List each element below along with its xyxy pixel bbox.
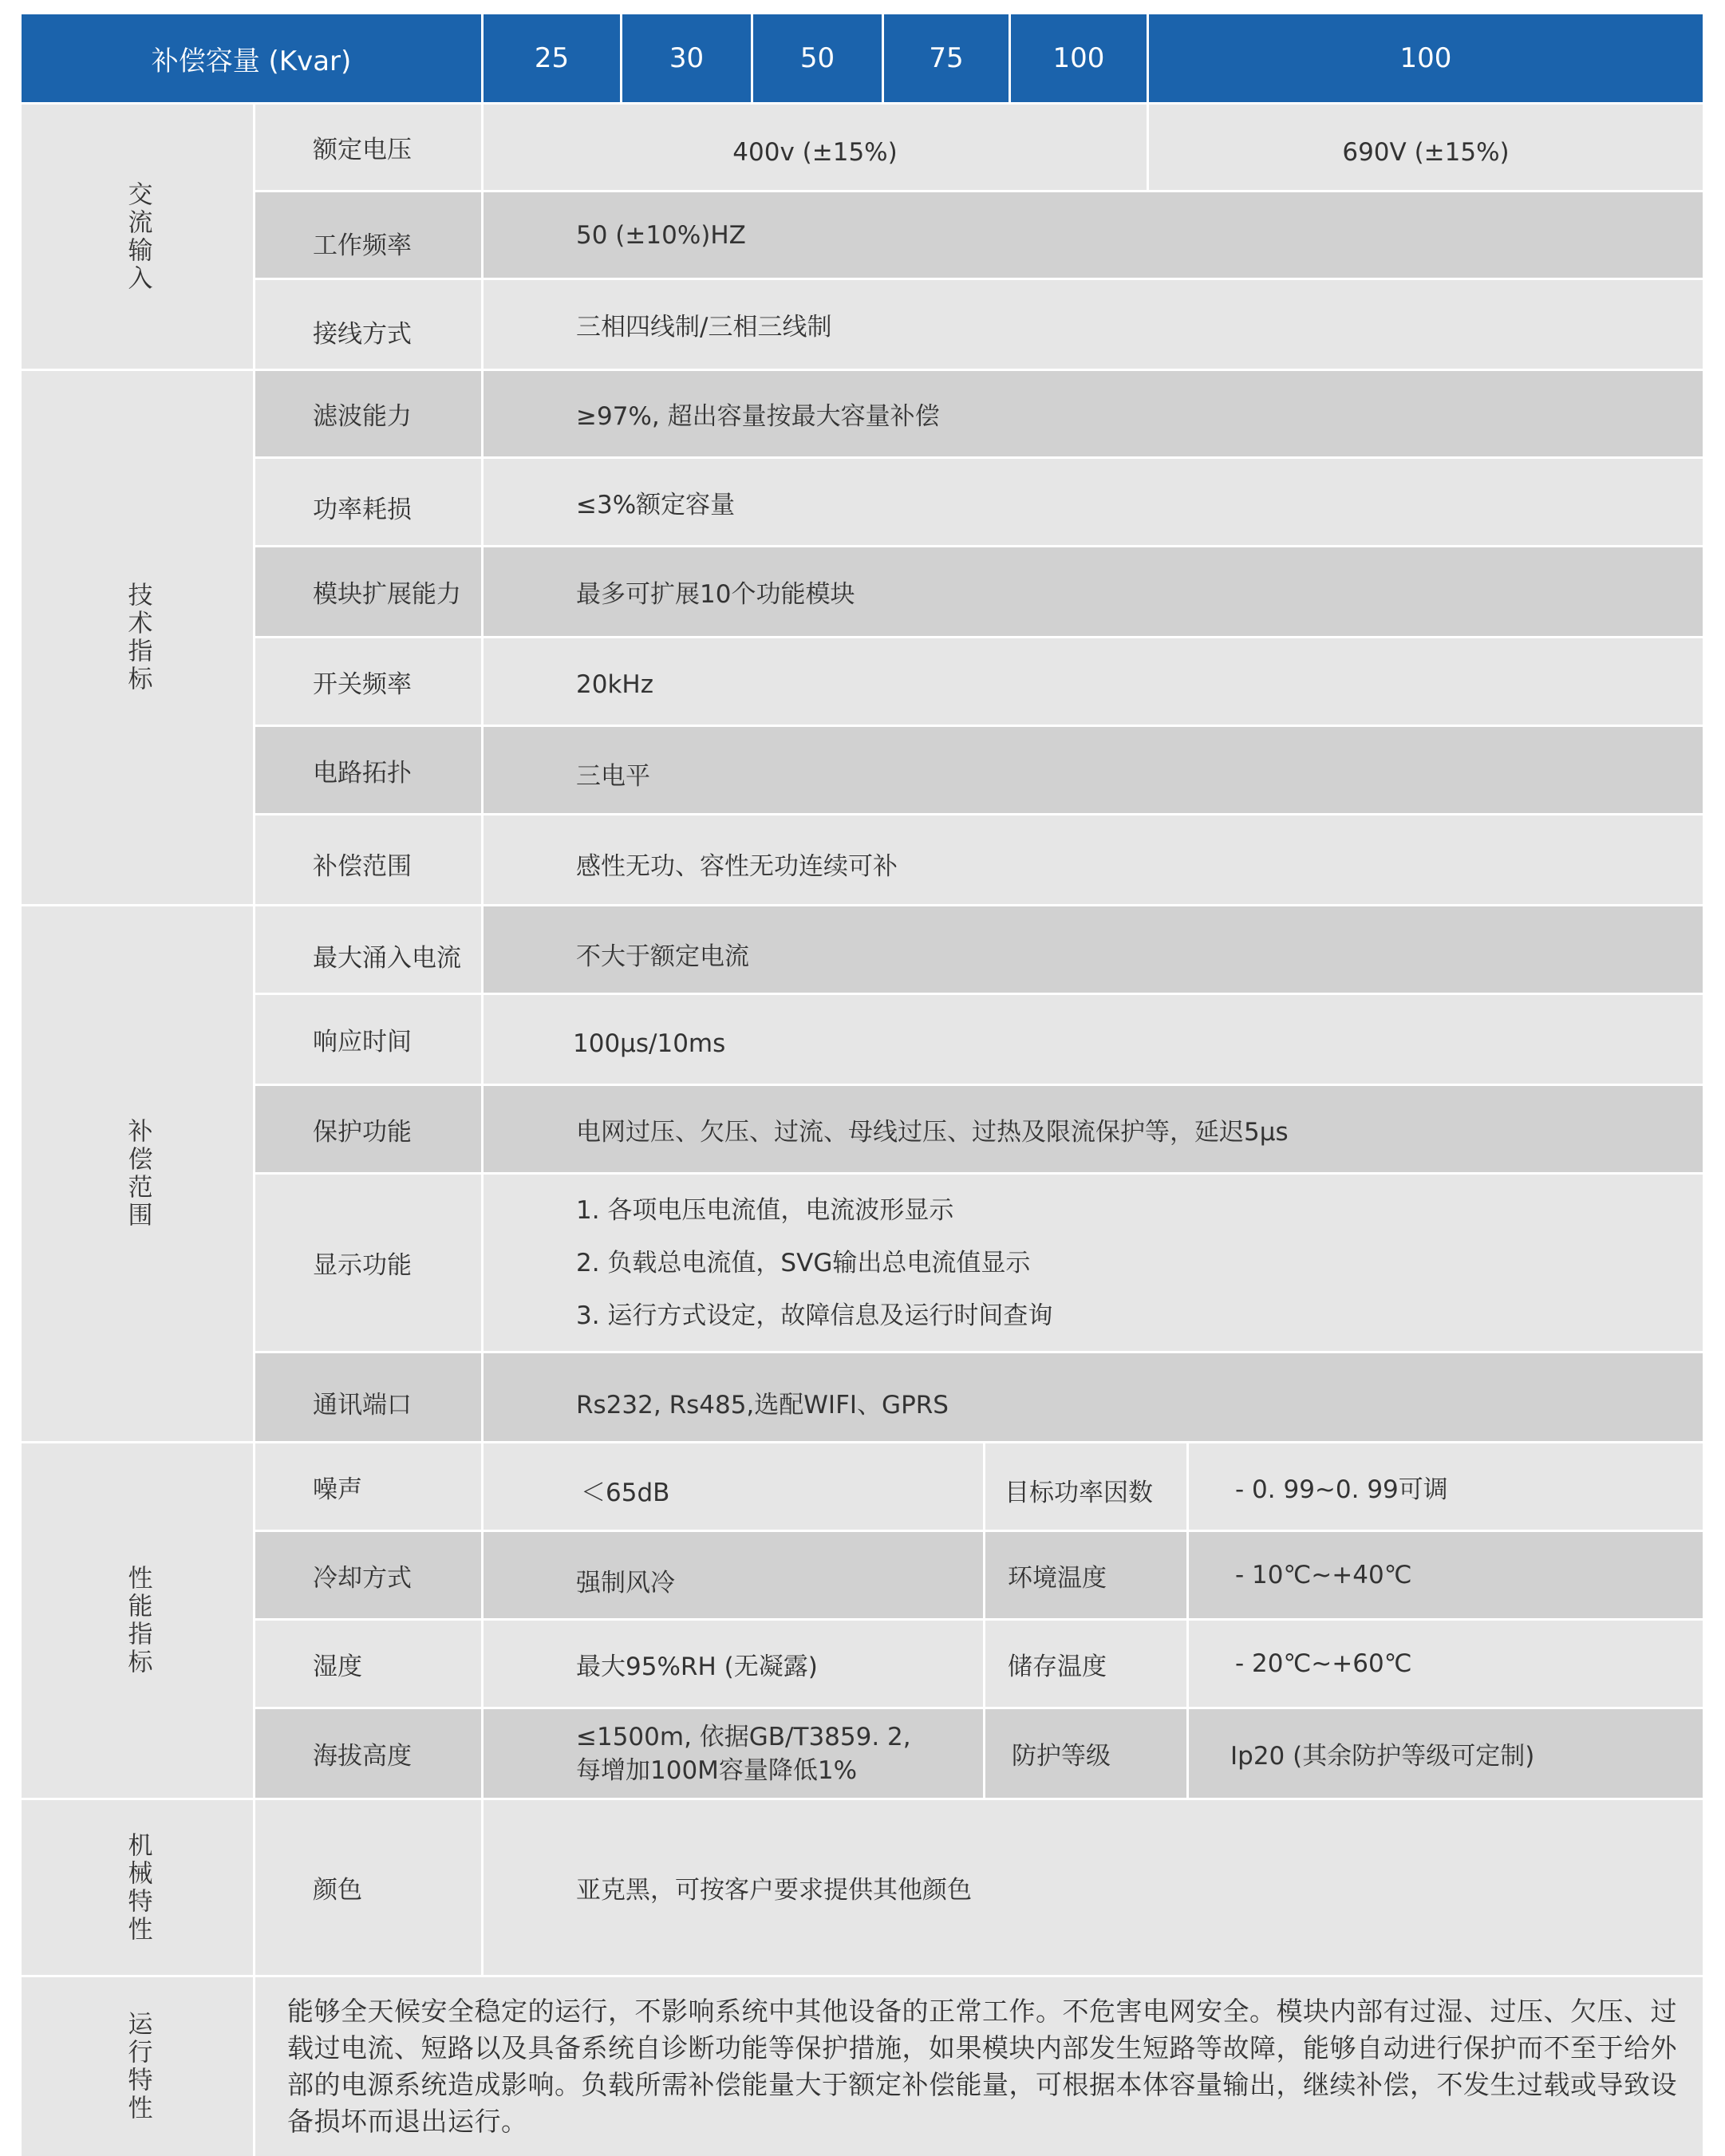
display-line-3: 3. 运行方式设定，故障信息及运行时间查询 [576, 1301, 1053, 1330]
altitude-line-1: ≤1500m, 依据GB/T3859. 2, [576, 1722, 911, 1751]
value-color: 亚克黑，可按客户要求提供其他颜色 [484, 1800, 1703, 1975]
header-capacity-30: 30 [622, 14, 751, 102]
altitude-line-2: 每增加100M容量降低1% [576, 1755, 858, 1785]
value-power-factor: - 0. 99~0. 99可调 [1189, 1443, 1703, 1530]
label-expansion: 模块扩展能力 [255, 547, 481, 636]
value-comm: Rs232, Rs485,选配WIFI、GPRS [484, 1353, 1703, 1441]
label-protection: 保护功能 [255, 1086, 481, 1172]
value-cooling: 强制风冷 [484, 1532, 983, 1618]
group-compensation: 补偿范围 [22, 906, 253, 1441]
value-frequency: 50 (±10%)HZ [484, 192, 1703, 278]
value-storage-temp: - 20℃~+60℃ [1189, 1621, 1703, 1707]
value-switch-frequency: 20kHz [484, 638, 1703, 725]
label-frequency: 工作频率 [255, 192, 481, 278]
group-operation: 运行特性 [22, 1977, 253, 2156]
label-protection-grade: 防护等级 [985, 1709, 1186, 1798]
label-filtering: 滤波能力 [255, 371, 481, 456]
label-comp-range: 补偿范围 [255, 815, 481, 904]
value-protection: 电网过压、欠压、过流、母线过压、过热及限流保护等，延迟5μs [484, 1086, 1703, 1172]
group-ac-input: 交流输入 [22, 105, 253, 369]
label-topology: 电路拓扑 [255, 727, 481, 813]
value-humidity: 最大95%RH (无凝露) [484, 1621, 983, 1707]
header-capacity-75: 75 [884, 14, 1009, 102]
label-power-loss: 功率耗损 [255, 459, 481, 545]
value-filtering: ≥97%, 超出容量按最大容量补偿 [484, 371, 1703, 456]
label-response: 响应时间 [255, 995, 481, 1084]
display-line-2: 2. 负载总电流值，SVG输出总电流值显示 [576, 1248, 1031, 1277]
label-power-factor: 目标功率因数 [985, 1443, 1186, 1530]
header-capacity-100: 100 [1011, 14, 1147, 102]
label-inrush: 最大涌入电流 [255, 906, 481, 993]
header-capacity-100-690v: 100 [1149, 14, 1703, 102]
label-storage-temp: 储存温度 [985, 1621, 1186, 1707]
value-noise: ＜65dB [484, 1443, 983, 1530]
value-response: 100μs/10ms [484, 995, 1703, 1084]
value-inrush: 不大于额定电流 [484, 906, 1703, 993]
group-mechanical: 机械特性 [22, 1800, 253, 1975]
label-cooling: 冷却方式 [255, 1532, 481, 1618]
group-performance: 性能指标 [22, 1443, 253, 1798]
value-comp-range: 感性无功、容性无功连续可补 [484, 815, 1703, 904]
value-rated-voltage-400v: 400v (±15%) [484, 105, 1147, 190]
label-rated-voltage: 额定电压 [255, 105, 481, 190]
group-tech-specs: 技术指标 [22, 371, 253, 904]
label-color: 颜色 [255, 1800, 481, 1975]
value-ambient-temp: - 10℃~+40℃ [1189, 1532, 1703, 1618]
operation-description: 能够全天候安全稳定的运行，不影响系统中其他设备的正常工作。不危害电网安全。模块内部有过湿、过压、欠压、过载过电流、短路以及具备系统自诊断功能等保护措施，如果模块内部发生短路等故障，能够自动进行保护而不至于给外部的电源系统造成影响。负载所需补偿能量大于额定补偿能量，可根据本体容量输出，继续补偿，不发生过载或导致设备损坏而退出运行。 [255, 1977, 1703, 2156]
label-wiring: 接线方式 [255, 280, 481, 369]
header-capacity-50: 50 [753, 14, 882, 102]
value-protection-grade: Ip20 (其余防护等级可定制) [1189, 1709, 1703, 1798]
value-wiring: 三相四线制/三相三线制 [484, 280, 1703, 369]
label-display: 显示功能 [255, 1175, 481, 1351]
value-expansion: 最多可扩展10个功能模块 [484, 547, 1703, 636]
value-rated-voltage-690v: 690V (±15%) [1149, 105, 1703, 190]
value-altitude [484, 1709, 983, 1798]
label-comm: 通讯端口 [255, 1353, 481, 1441]
label-ambient-temp: 环境温度 [985, 1532, 1186, 1618]
header-capacity-25: 25 [484, 14, 620, 102]
value-display [484, 1175, 1703, 1351]
header-capacity-label: 补偿容量 (Kvar) [22, 14, 481, 102]
value-power-loss: ≤3%额定容量 [484, 459, 1703, 545]
label-humidity: 湿度 [255, 1621, 481, 1707]
label-altitude: 海拔高度 [255, 1709, 481, 1798]
display-line-1: 1. 各项电压电流值，电流波形显示 [576, 1195, 954, 1225]
label-switch-frequency: 开关频率 [255, 638, 481, 725]
label-noise: 噪声 [255, 1443, 481, 1530]
value-topology: 三电平 [484, 727, 1703, 813]
